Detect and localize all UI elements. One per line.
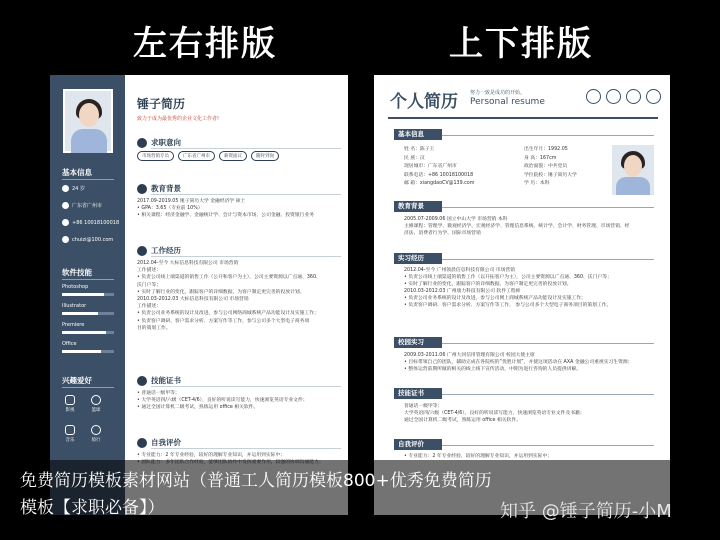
info-cell: 学位院校：锤子简历大学: [524, 172, 577, 178]
info-cell: 姓 名：陈子王: [404, 147, 435, 152]
section-self-eval: 自我评价: [137, 437, 181, 448]
text-line: 2009.03-2011.06 广州大同信用管理有限公司 校园大使主席: [404, 353, 535, 358]
text-line: • 负责公司业务系统的设计及改进，参与公司网上商城系统产品功能设计及实施工作；: [404, 296, 586, 301]
phone-icon: [62, 219, 69, 226]
section-education: 教育背景: [394, 201, 442, 212]
intent-tag: 随时到岗: [251, 151, 279, 161]
text-line: 2005.07-2009.06 国立中山大学 市场营销 本科: [404, 217, 508, 222]
resume-main: [125, 75, 348, 515]
certificate-icon: [137, 376, 147, 386]
layout-left-right-heading: 左右排版: [133, 24, 277, 64]
text-line: 2012.04-至今 广州领晨信息科技有限公司 市场营销: [404, 268, 515, 273]
briefcase-icon: [137, 246, 147, 256]
education-text: [404, 216, 654, 237]
text-line: 2017.09-2019.05 锤子简历大学 金融经济学 硕士: [137, 199, 246, 204]
text-line: • 负责客户调研、客户需求分析、方案写作等工作，参与公司多个大型电子商务项: [137, 318, 310, 324]
basketball-icon: 篮球: [88, 395, 104, 413]
hobby-icons: [586, 89, 661, 104]
location-icon: [62, 202, 69, 209]
headphones-icon: 音乐: [62, 425, 78, 443]
info-cell: 民 族：汉: [404, 155, 425, 161]
work-text: [137, 260, 342, 332]
text-line: 济法、消费者行为学、国际市场营销: [404, 231, 481, 236]
skill-bar: [62, 293, 114, 296]
intent-tags: [137, 151, 279, 161]
profile-photo: [63, 89, 113, 153]
info-cell: 出生年月：1992.05: [524, 147, 568, 152]
text-line: • 专业能力：2 年专业经验，较好的理解专业知识，并运用到实际中；: [404, 454, 553, 459]
resume-name: 锤子简历: [137, 97, 186, 111]
skill-bar: [62, 350, 114, 353]
intent-tag: 薪资面议: [219, 151, 247, 161]
text-line: • 专业能力：2 年专业经验，较好的理解专业知识，并运用到实际中；: [137, 453, 286, 458]
basic-info-grid: [404, 145, 614, 186]
sidebar-hobbies-title: 兴趣爱好: [62, 376, 92, 385]
text-line: • 相关课程：经济金融学、金融统计学、会计与资本市场、公司金融、投资银行业务: [137, 213, 315, 219]
text-line: • 大学英语四/六级（CET-4/6），良好的听说读写能力，快速浏览英语专业文件；: [137, 398, 308, 404]
trophy-icon: [646, 89, 661, 104]
text-line: 沃门户等；: [137, 282, 161, 288]
info-cell: 联系电话：+86 10018100018: [404, 172, 474, 178]
info-cell: 学 历：本科: [524, 181, 550, 187]
graduation-icon: [137, 184, 147, 194]
section-internship: 实习经历: [394, 253, 442, 264]
education-text: [137, 198, 342, 220]
sidebar-skills-title: 软件技能: [62, 268, 92, 277]
intent-tag: 广东省广州市: [178, 151, 215, 161]
certificates-text: [137, 390, 342, 412]
text-line: 通过全国计算机二级考试，熟练运用 office 相关软件。: [404, 418, 521, 423]
zhihu-watermark: 知乎 @锤子简历-小M: [500, 501, 672, 522]
skill-bar: [62, 331, 114, 334]
resume-motto: 致力于成为最优秀的企业文化工作者!: [137, 116, 220, 122]
target-icon: [137, 138, 147, 148]
section-work: 工作经历: [137, 245, 181, 256]
age-item: 24 岁: [62, 185, 85, 192]
left-resume-template[interactable]: [50, 75, 348, 515]
info-cell: 邮 箱：xiangdaoCV@139.com: [404, 181, 475, 187]
walk-icon: [626, 89, 641, 104]
right-resume-template[interactable]: [374, 75, 670, 515]
section-basic-info: 基本信息: [394, 129, 442, 140]
text-line: • 实时了解行业的变化，跟踪客户的详细数据，为客户制定更完善的投放计划。: [137, 289, 305, 295]
section-campus: 校园实习: [394, 337, 442, 348]
sidebar-basic-title: 基本信息: [62, 168, 92, 177]
text-line: • 普通话一级甲等；: [137, 391, 180, 396]
phone-item: +86 10018100018: [62, 219, 119, 226]
text-line: • 目标带领自己的团队，辅助完成在各院校的“优胜计划”，并使这项活动在 AXA 金融公司重视实习生资源；: [404, 360, 633, 365]
text-line: 主修课程：管理学、微观经济学、宏观经济学、管理信息系统、统计学、会计学、财务管理、市场营销、经: [404, 224, 630, 229]
skill-label: Premiere: [62, 322, 85, 328]
mail-icon: [62, 236, 69, 243]
resume-title: 个人简历: [390, 92, 458, 112]
text-line: 2010.03-2012.03 广州康力科技有限公司 软件工程师: [404, 289, 521, 294]
movie-icon: 影视: [62, 395, 78, 413]
skill-label: Office: [62, 341, 77, 347]
text-line: 目的策划工作。: [137, 325, 171, 331]
caption-text: 免费简历模板素材网站（普通工人简历模板800+优秀免费简历模板【求职必备】）: [20, 471, 492, 518]
location-item: 广东省广州市: [62, 202, 102, 209]
campus-text: [404, 352, 654, 373]
resume-slogan: 努力一致是成功的开始。: [470, 90, 526, 96]
section-certificates: 技能证书: [394, 388, 442, 399]
person-icon: [62, 185, 69, 192]
bike-icon: 骑行: [88, 425, 104, 443]
section-certificates: 技能证书: [137, 375, 181, 386]
internship-text: [404, 267, 654, 309]
skill-label: Photoshop: [62, 284, 89, 290]
text-line: • 负责公司线上端渠道的销售工作（以开拓客户为主），公司主要资源以广点通、360、沃门户等；: [404, 275, 612, 280]
info-cell: 身 高：167cm: [524, 155, 557, 161]
text-line: 2012.04-至今 大标信息科技有限公司 市场营销: [137, 261, 239, 266]
text-line: • 通过全国计算机二级考试，熟练运用 office 相关软件。: [137, 405, 259, 411]
email-item: chuizi@100.com: [62, 236, 113, 243]
intent-tag: 市场营销专员: [137, 151, 174, 161]
text-line: 2010.03-2012.03 大标信息科技有限公司 市场营销: [137, 297, 249, 303]
info-cell: 政治面貌：中共党员: [524, 164, 568, 170]
skill-bar: [62, 312, 114, 315]
skill-label: Illustrator: [62, 303, 87, 309]
text-line: • 负责公司线上端渠道的销售工作（公开和客户为主），公司主要资源以广点通、360、: [137, 275, 321, 281]
text-line: • 负责公司业务系统的设计及改进，参与公司网络商城系统产品功能设计及实施工作；: [137, 311, 319, 317]
resume-sidebar: [50, 75, 125, 515]
profile-photo: [612, 145, 654, 195]
text-line: 大学英语四/六级（CET-4/6），良好的听说读写能力，快速浏览英语专业文件及书籍；: [404, 411, 585, 416]
layout-top-bottom-heading: 上下排版: [449, 24, 593, 64]
text-line: • 整体运营前期所做的相关的线上线下宣传活动，中期为进行咨询的人员提供讲解。: [404, 367, 582, 372]
bike-icon: [606, 89, 621, 104]
text-line: 普通话一级甲等；: [404, 404, 443, 409]
text-line: • GPA：3.65（专业前 10%）: [137, 206, 203, 212]
section-education: 教育背景: [137, 183, 181, 194]
music-icon: [586, 89, 601, 104]
text-line: 工作描述：: [137, 304, 161, 310]
text-line: 工作描述：: [137, 268, 161, 274]
section-intent: 求职意向: [137, 137, 181, 148]
certificates-text: [404, 403, 654, 424]
resume-subtitle: Personal resume: [470, 97, 545, 107]
info-cell: 现居城市：广东省广州市: [404, 164, 457, 170]
section-self-eval: 自我评价: [394, 439, 442, 450]
comment-icon: [137, 438, 147, 448]
text-line: • 实时了解行业的变化，跟踪客户的详细数据，为客户制定更完善的投放计划。: [404, 282, 572, 287]
self-eval-text: [404, 453, 654, 460]
text-line: • 负责客户调研、客户需求分析、方案写作等工作， 参与公司多个大型电子商务项目的策划工作。: [404, 303, 612, 308]
